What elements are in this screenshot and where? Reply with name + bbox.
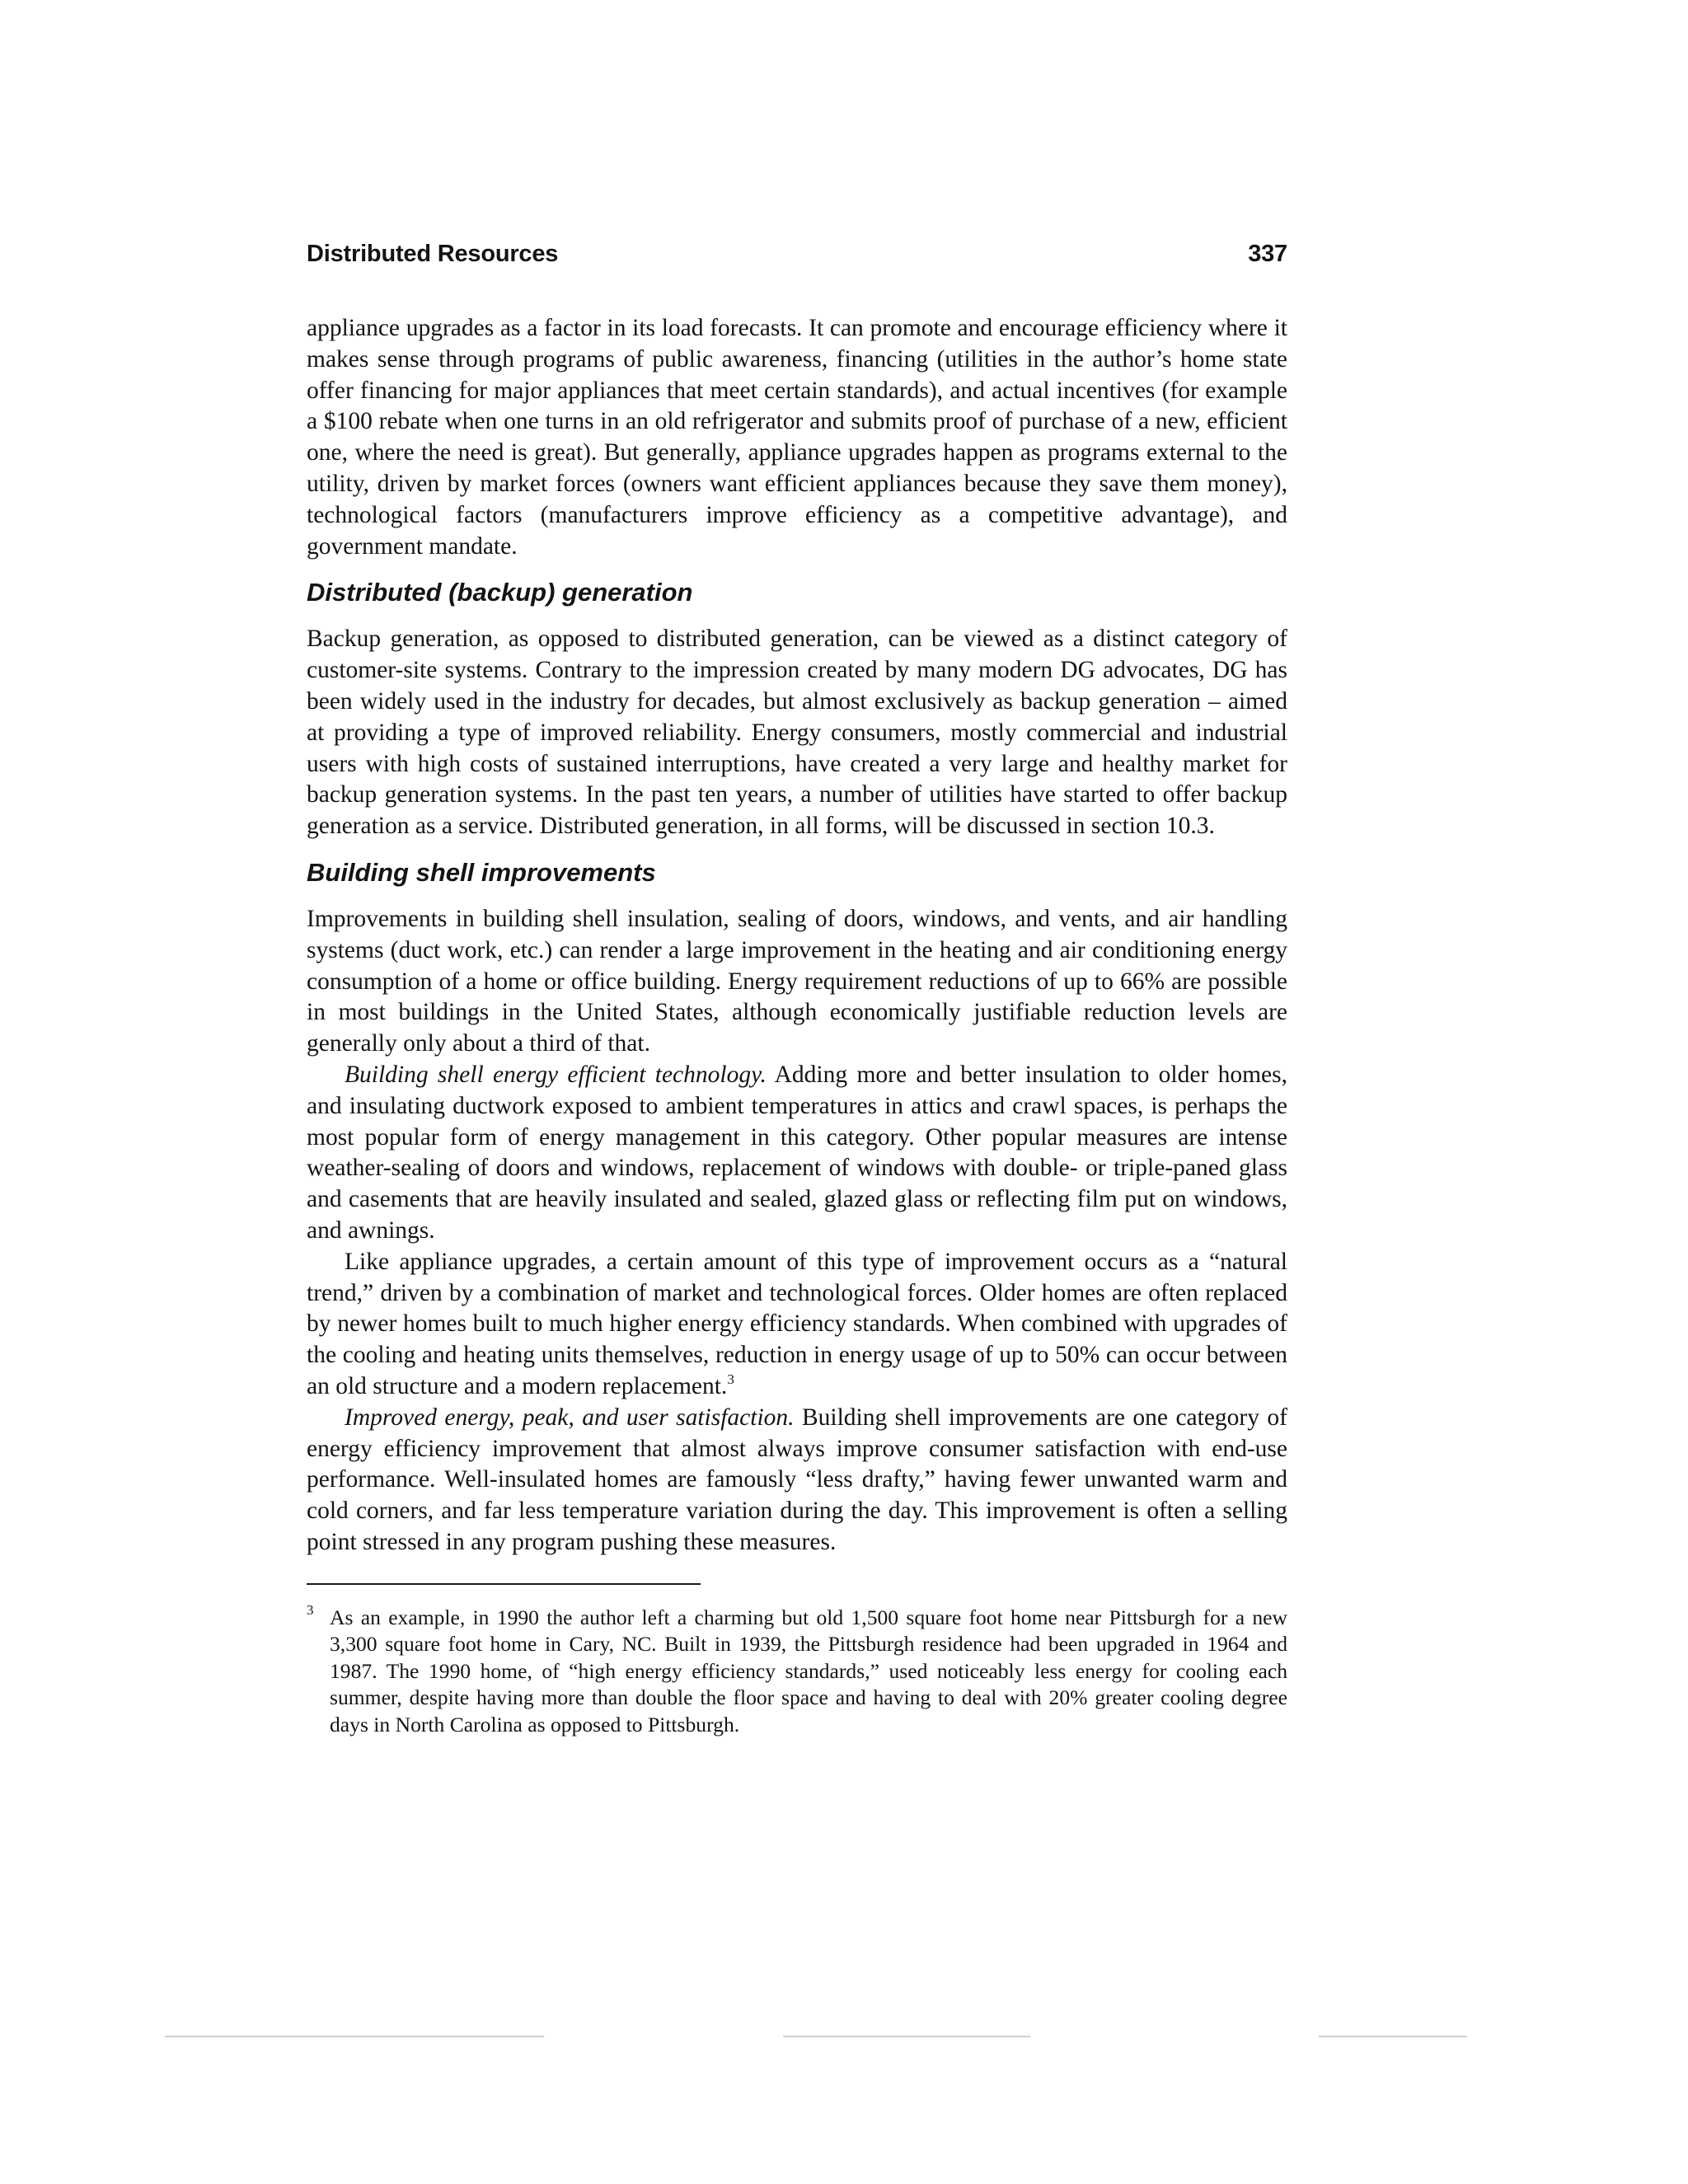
book-page bbox=[307, 241, 1287, 1739]
heading-distributed-backup-generation: Distributed (backup) generation bbox=[307, 578, 693, 607]
scan-artifact-line bbox=[1319, 2036, 1467, 2037]
footnote-text: As an example, in 1990 the author left a charming but old 1,500 square foot home near Pittsburgh for a new 3,300 square foot home in Cary, NC. Built in 1939, the Pittsburgh residence had been upgraded in 1964 and 1987. The 1990 home, of “high energy efficiency standards,” used noticeably less energy for cooling each summer, despite having more than double the floor space and having to deal with 20% greater cooling degree days in North Carolina as opposed to Pittsburgh. bbox=[330, 1605, 1287, 1737]
scan-artifact-line bbox=[783, 2036, 1030, 2037]
heading-building-shell-improvements: Building shell improvements bbox=[307, 857, 656, 887]
shell-paragraph-2 bbox=[307, 1060, 1287, 1247]
shell-paragraph-4-text: Building shell improvements are one category of energy efficiency improvement that almost always improve consumer satisfaction with end-use performance. Well-insulated homes are famously “less drafty,” having fewer unwanted warm and cold corners, and far less temperature variation during the day. This improvement is often a selling point stressed in any program pushing these measures. bbox=[307, 1404, 1288, 1555]
shell-paragraph-1: Improvements in building shell insulation, sealing of doors, windows, and vents, and air handling systems (duct work, etc.) can render a large improvement in the heating and air conditioning energy consumption of a home or office building. Energy requirement reductions of up to 66% are possible in most buildings in the United States, although economically justifiable reduction levels are generally only about a third of that. bbox=[307, 905, 1287, 1057]
intro-paragraph: appliance upgrades as a factor in its load forecasts. It can promote and encourage efficiency where it makes sense through programs of public awareness, financing (utilities in the author’s home state offer financing for major appliances that meet certain standards), and actual incentives (for example a $100 rebate when one turns in an old refrigerator and submits proof of purchase of a new, efficient one, where the need is great). But generally, appliance upgrades happen as programs external to the utility, driven by market forces (owners want efficient appliances because they save them money), technological factors (manufacturers improve efficiency as a competitive advantage), and government mandate. bbox=[307, 315, 1287, 560]
shell-paragraph-4 bbox=[307, 1403, 1287, 1558]
shell-paragraph-3 bbox=[307, 1247, 1287, 1403]
footnote bbox=[307, 1601, 1287, 1739]
scan-artifact-line bbox=[165, 2036, 544, 2037]
run-in-heading-user-satisfaction: Improved energy, peak, and user satisfaction. bbox=[345, 1404, 795, 1431]
running-head bbox=[307, 241, 1287, 274]
footnote-divider bbox=[307, 1583, 701, 1585]
page-number: 337 bbox=[1248, 241, 1287, 267]
backup-generation-paragraph: Backup generation, as opposed to distributed generation, can be viewed as a distinct category of customer-site systems. Contrary to the impression created by many modern DG advocates, DG has been widely used in the industry for decades, but almost exclusively as backup generation – aimed at providing a type of improved reliability. Energy consumers, mostly commercial and industrial users with high costs of sustained interruptions, have created a very large and healthy market for backup generation systems. In the past ten years, a number of utilities have started to offer backup generation as a service. Distributed generation, in all forms, will be discussed in section 10.3. bbox=[307, 626, 1287, 840]
shell-paragraph-2-text: Adding more and better insulation to older homes, and insulating ductwork exposed to ambient temperatures in attics and crawl spaces, is perhaps the most popular form of energy management in this category. Other popular measures are intense weather-sealing of doors and windows, replacement of windows with double- or triple-paned glass and casements that are heavily insulated and sealed, glazed glass or reflecting film put on windows, and awnings. bbox=[307, 1061, 1288, 1244]
footnote-mark: 3 bbox=[307, 1601, 314, 1618]
shell-paragraph-3-text: Like appliance upgrades, a certain amount of this type of improvement occurs as a “natural trend,” driven by a combination of market and technological forces. Older homes are often replaced by newer homes built to much higher energy efficiency standards. When combined with upgrades of the cooling and heating units themselves, reduction in energy usage of up to 50% can occur between an old structure and a modern replacement. bbox=[307, 1248, 1287, 1399]
running-title: Distributed Resources bbox=[307, 241, 559, 267]
run-in-heading-efficient-technology: Building shell energy efficient technology. bbox=[345, 1061, 767, 1088]
footnote-reference[interactable]: 3 bbox=[727, 1371, 734, 1387]
